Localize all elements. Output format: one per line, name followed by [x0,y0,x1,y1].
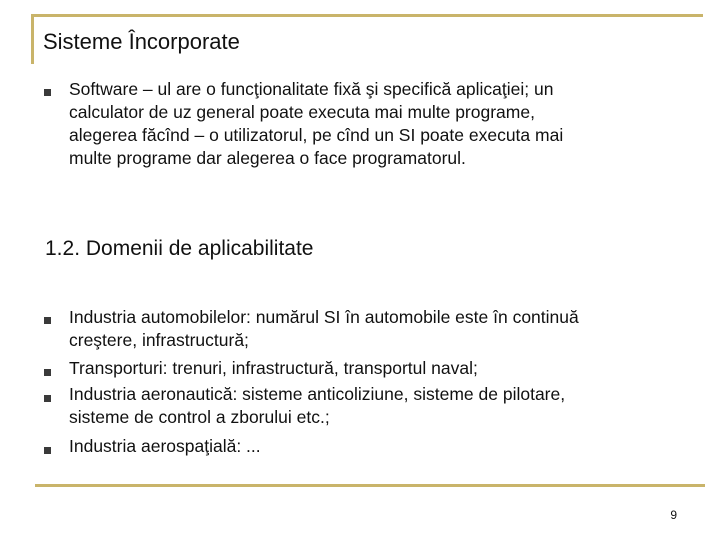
square-bullet-icon [44,317,51,324]
square-bullet-icon [44,395,51,402]
intro-paragraph [69,78,689,170]
square-bullet-icon [44,369,51,376]
square-bullet-icon [44,447,51,454]
text-line: sisteme de control a zborului etc.; [69,407,330,427]
text-line: Software – ul are o funcţionalitate fixă şi specifică aplicaţiei; un [69,79,554,99]
list-item [69,357,689,380]
text-line: creştere, infrastructură; [69,330,249,350]
text-line: Industria aerospaţială: ... [69,436,261,456]
text-line: multe programe dar alegerea o face programatorul. [69,148,466,168]
page-number: 9 [670,508,677,522]
text-line: calculator de uz general poate executa mai multe programe, [69,102,535,122]
bottom-rule [35,484,705,487]
list-item [69,435,689,458]
square-bullet-icon [44,89,51,96]
section-heading: 1.2. Domenii de aplicabilitate [45,237,314,260]
list-item [69,306,689,352]
text-line: Industria automobilelor: numărul SI în automobile este în continuă [69,307,579,327]
text-line: alegerea făcînd – o utilizatorul, pe cînd un SI poate executa mai [69,125,564,145]
text-line: Industria aeronautică: sisteme anticoliziune, sisteme de pilotare, [69,384,566,404]
list-item [69,383,689,429]
slide-title: Sisteme Încorporate [43,29,240,54]
text-line: Transporturi: trenuri, infrastructură, transportul naval; [69,358,478,378]
